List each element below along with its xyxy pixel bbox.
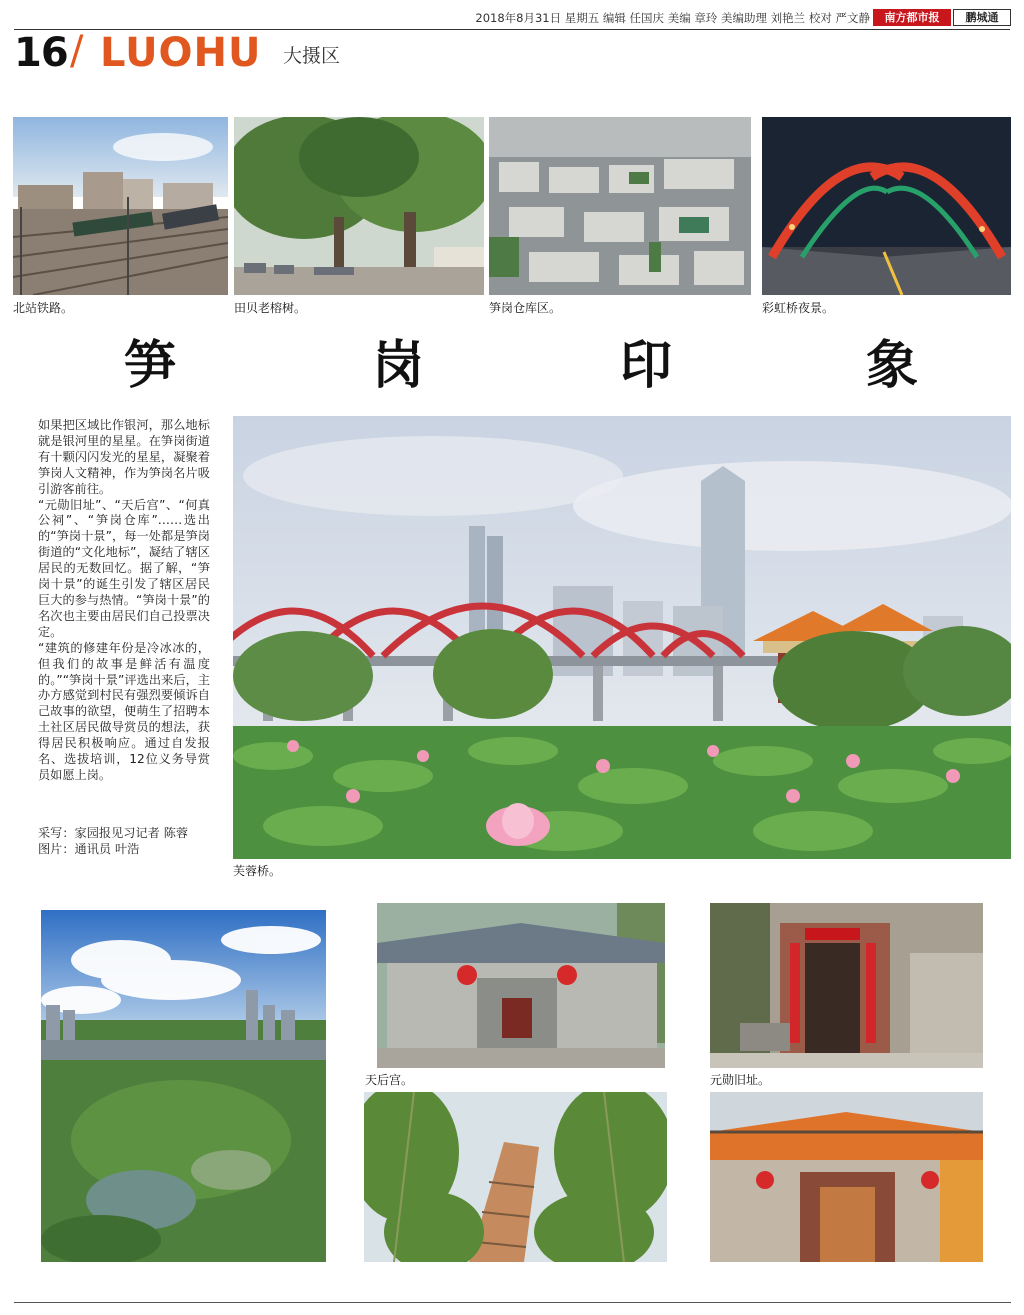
- photo-furong-bridge: [233, 416, 1011, 859]
- headline-char-4: 象: [866, 336, 919, 396]
- caption-honghu-park: 洪湖公园(陈卫国摄)。: [44, 1267, 162, 1281]
- caption-furong-bridge: 芙蓉桥。: [233, 864, 282, 878]
- caption-yuanxun-site: 元勋旧址。: [710, 1073, 771, 1087]
- photo-honghu-park: [41, 910, 326, 1262]
- page-number: 16: [14, 30, 68, 76]
- section-name: 大摄区: [283, 45, 341, 67]
- photo-north-station-railway: [13, 117, 228, 295]
- bottom-caption-bar: [14, 1263, 1011, 1280]
- article-paragraph: 如果把区域比作银河，那么地标就是银河里的星星。在笋岗街道有十颗闪闪发光的星星，凝聚着笋岗人文精神，作为笋岗名片吸引游客前往。: [38, 418, 210, 496]
- photo-tianxin-qingyun-garden: [364, 1092, 667, 1262]
- photo-rainbow-bridge-night: [762, 117, 1011, 295]
- headline-char-2: 岗: [372, 336, 425, 396]
- caption-tianbei-banyan: 田贝老榕树。: [234, 301, 307, 315]
- headline-char-1: 笋: [124, 336, 177, 396]
- photo-yuanxun-site: [710, 903, 983, 1068]
- photo-hezhen-ancestral-hall: [710, 1092, 983, 1262]
- caption-north-station: 北站铁路。: [13, 301, 74, 315]
- caption-rainbow-bridge: 彩虹桥夜景。: [762, 301, 835, 315]
- article-paragraph: “元勋旧址”、“天后宫”、“何真公祠”、“笋岗仓库”……选出的“笋岗十景”，每一处都是笋岗街道的“文化地标”，凝结了辖区居民的无数回忆。据了解，“笋岗十景”的诞生引发了辖区居民巨大的参与热情。“笋岗十景”的名次也主要由居民们自己投票决定。: [38, 497, 210, 639]
- credit-photo: 图片：通讯员 叶浩: [38, 842, 140, 856]
- caption-tianxin-garden: 田心庆云花园。: [366, 1267, 451, 1281]
- credit-writer: 采写：家园报见习记者 陈蓉: [38, 826, 189, 840]
- photo-sungang-warehouse: [489, 117, 751, 295]
- caption-tianhou-temple: 天后宫。: [365, 1073, 414, 1087]
- district-name: LUOHU: [100, 30, 262, 76]
- pengcheng-logo: 鹏城通: [953, 9, 1011, 26]
- photo-tianhou-temple: [377, 903, 665, 1068]
- article-body: [38, 418, 210, 784]
- article-credits: [38, 825, 188, 857]
- photo-tianbei-banyan: [234, 117, 484, 295]
- article-paragraph: “建筑的修建年份是冷冰冰的，但我们的故事是鲜活有温度的。”“笋岗十景”评选出来后，主办方感觉到村民有强烈要倾诉自己故事的欲望，便萌生了招聘本土社区居民做导赏员的想法，获得居民积极响应。通过自发报名、选拔培训，12位义务导赏员如愿上岗。: [38, 640, 210, 782]
- headline-char-3: 印: [620, 336, 673, 396]
- page-slash: /: [70, 28, 84, 74]
- date-editor-line: 2018年8月31日 星期五 编辑 任国庆 美编 章玲 美编助理 刘艳兰 校对 严文静: [475, 11, 870, 25]
- footer-rule: [14, 1302, 1011, 1303]
- caption-sungang-warehouse: 笋岗仓库区。: [489, 301, 562, 315]
- newspaper-logo: 南方都市报: [873, 9, 951, 26]
- caption-hezhen-hall: 何真公祠。: [712, 1267, 773, 1281]
